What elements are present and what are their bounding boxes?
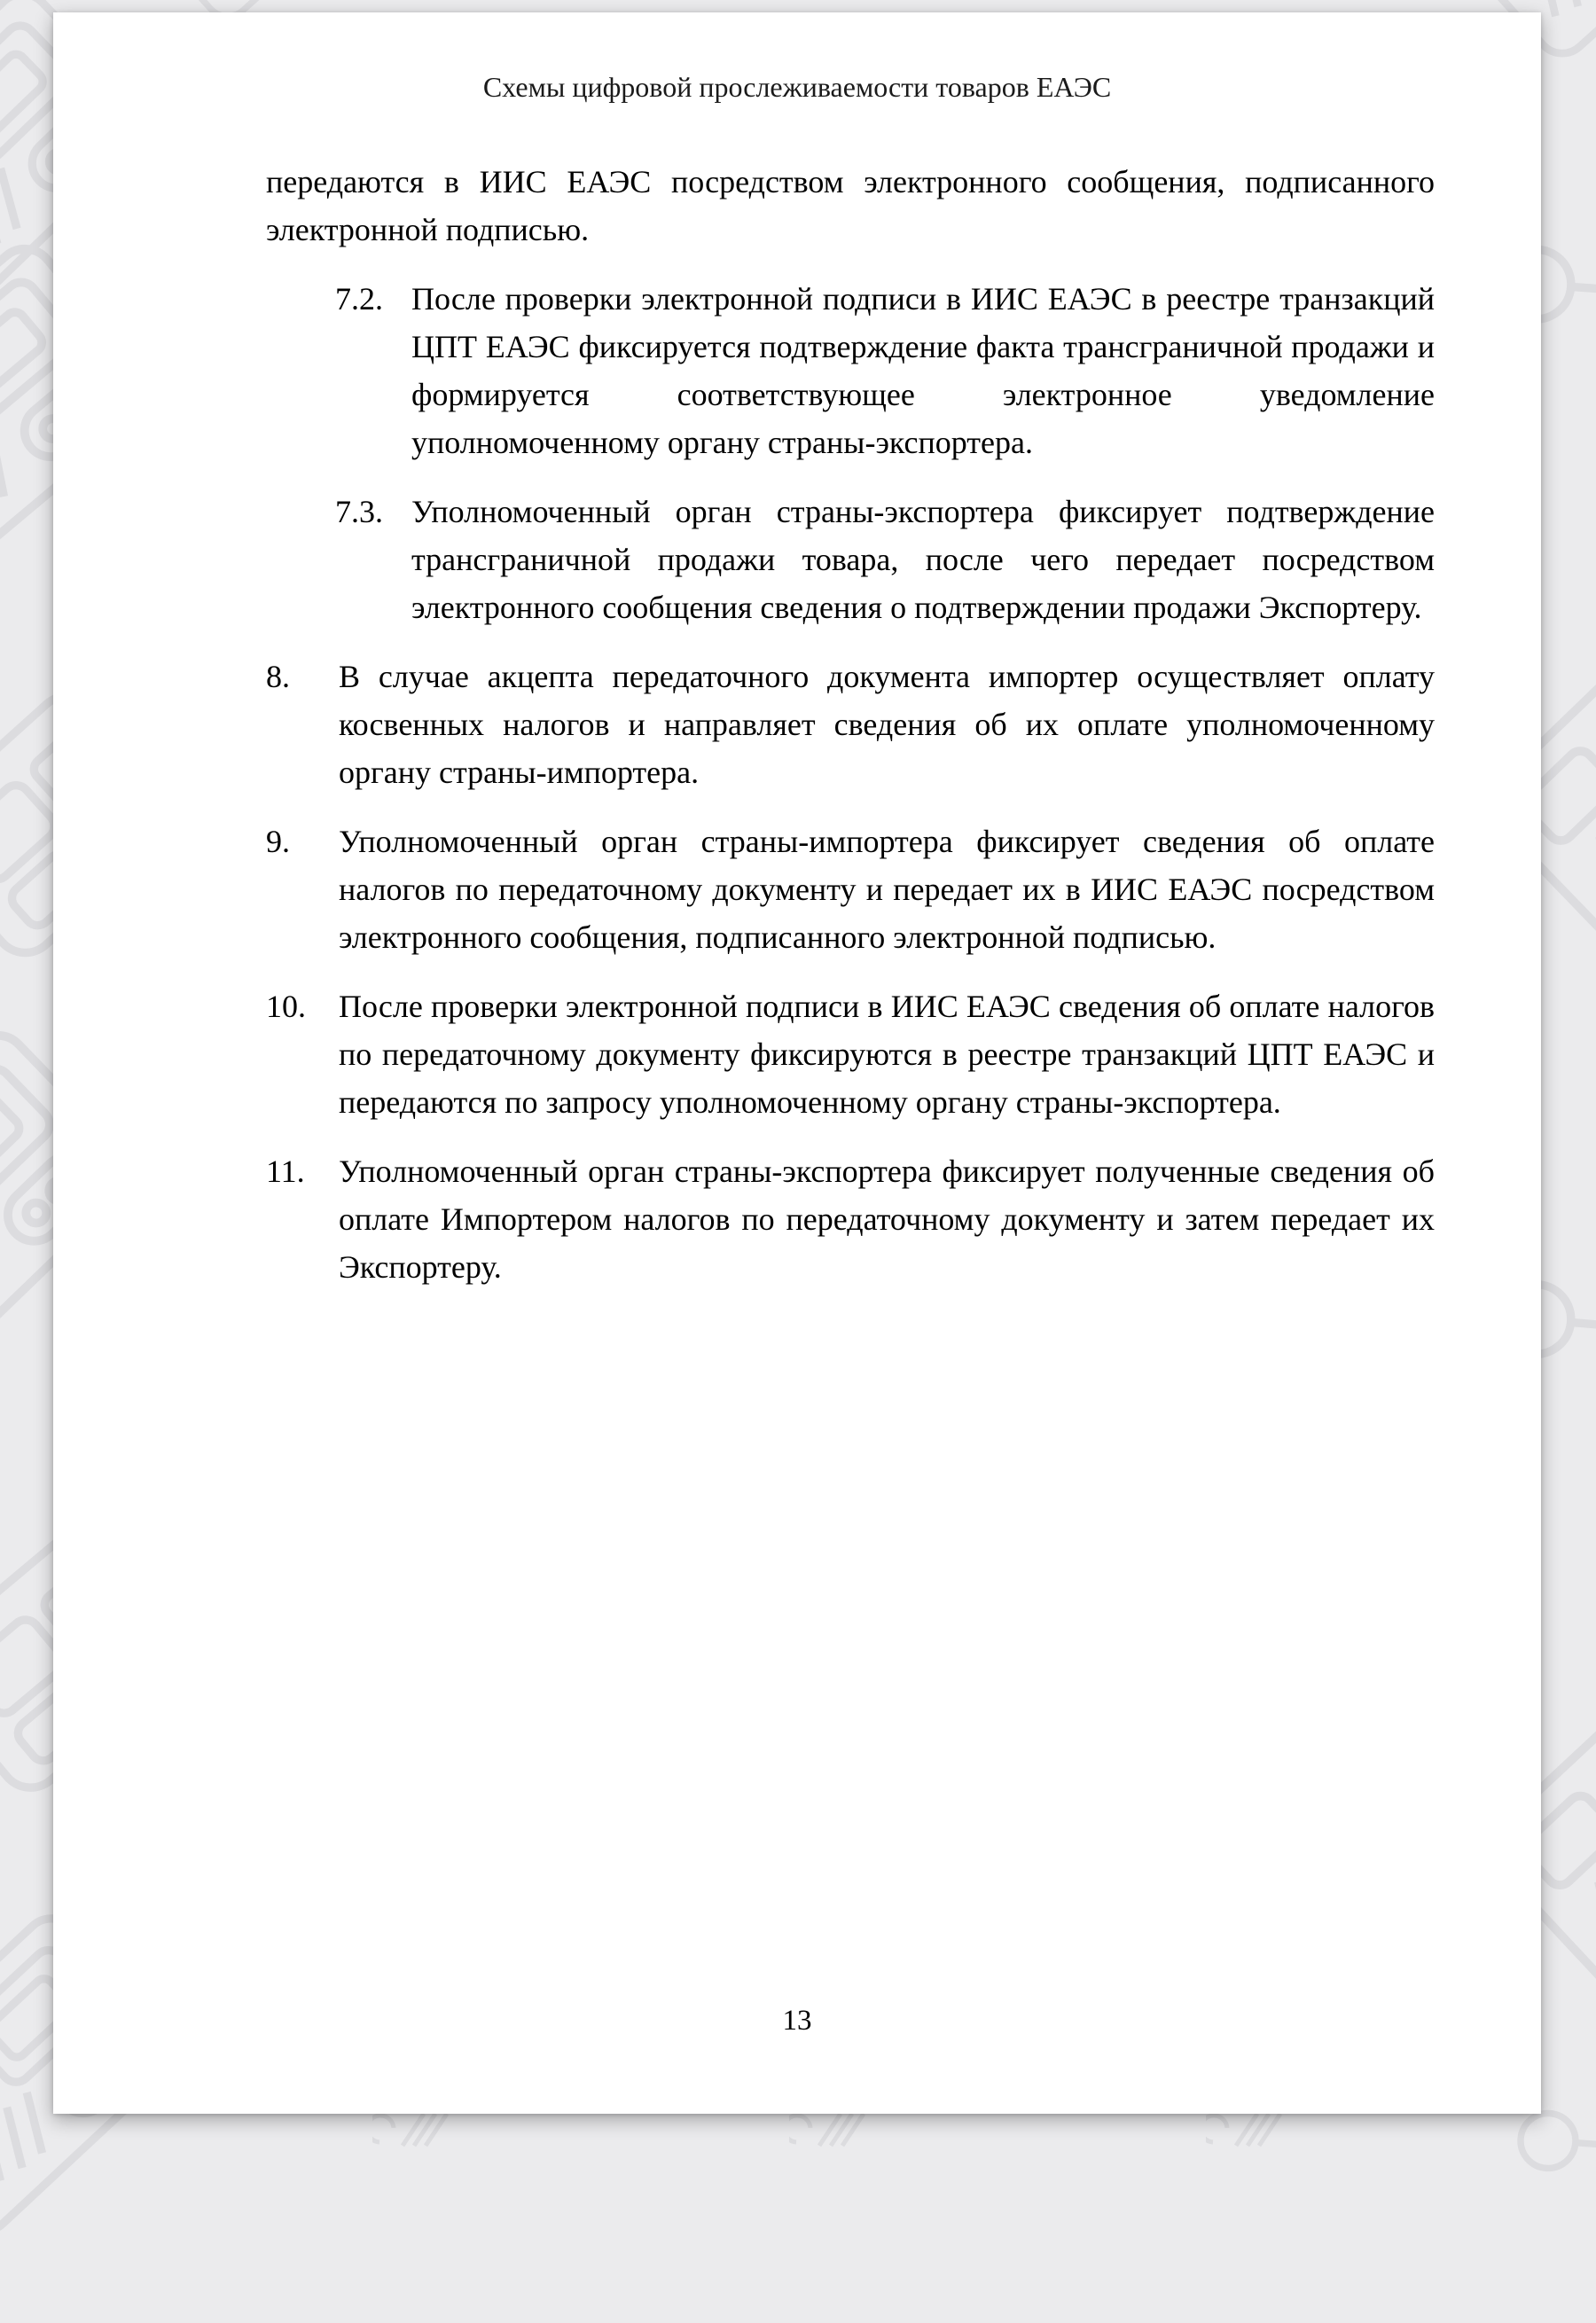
list-item bbox=[335, 488, 1435, 631]
item-number: 10. bbox=[266, 989, 306, 1024]
item-number: 7.2. bbox=[335, 281, 383, 317]
numbered-list bbox=[266, 275, 1435, 1291]
item-number: 8. bbox=[266, 659, 290, 694]
hatch-watermark-icon bbox=[1206, 2108, 1286, 2147]
item-text: В случае акцепта передаточного документа импортер осуществляет оплату косвенных налогов и направляет сведения об их оплате уполномоченному органу страны-импортера. bbox=[339, 659, 1435, 790]
document-header: Схемы цифровой прослеживаемости товаров ЕАЭС bbox=[482, 71, 1112, 103]
item-number: 7.3. bbox=[335, 494, 383, 529]
item-text: После проверки электронной подписи в ИИС ЕАЭС сведения об оплате налогов по передаточному документу фиксируются в реестре транзакций ЦПТ ЕАЭС и передаются по запросу уполномоченному органу страны-экспортера. bbox=[339, 989, 1435, 1120]
list-item bbox=[266, 982, 1435, 1126]
item-text: Уполномоченный орган страны-экспортера фиксирует подтверждение трансграничной продажи товара, после чего передает посредством электронного сообщения сведения о подтверждении продажи Экспортеру. bbox=[411, 494, 1435, 625]
item-number: 11. bbox=[266, 1154, 305, 1189]
item-text: После проверки электронной подписи в ИИС ЕАЭС в реестре транзакций ЦПТ ЕАЭС фиксируется подтверждение факта трансграничной продажи и формируется соответствующее электронное уведомление уполномоченному органу страны-экспортера. bbox=[411, 281, 1435, 460]
document-body bbox=[53, 158, 1541, 1291]
hatch-watermark-icon bbox=[789, 2108, 869, 2147]
hatch-watermark-icon bbox=[372, 2108, 452, 2147]
item-text: Уполномоченный орган страны-импортера фиксирует сведения об оплате налогов по передаточному документу и передает их в ИИС ЕАЭС посредством электронного сообщения, подписанного электронной подписью. bbox=[339, 824, 1435, 955]
list-item bbox=[266, 653, 1435, 796]
page-number: 13 bbox=[782, 2005, 812, 2037]
item-text: Уполномоченный орган страны-экспортера фиксирует полученные сведения об оплате Импортером налогов по передаточному документу и затем передает их Экспортеру. bbox=[339, 1154, 1435, 1285]
paragraph-continuation: передаются в ИИС ЕАЭС посредством электронного сообщения, подписанного электронной подписью. bbox=[266, 164, 1435, 247]
list-item bbox=[266, 817, 1435, 961]
list-item bbox=[335, 275, 1435, 466]
item-number: 9. bbox=[266, 824, 290, 859]
document-page bbox=[53, 12, 1541, 2114]
list-item bbox=[266, 1147, 1435, 1291]
